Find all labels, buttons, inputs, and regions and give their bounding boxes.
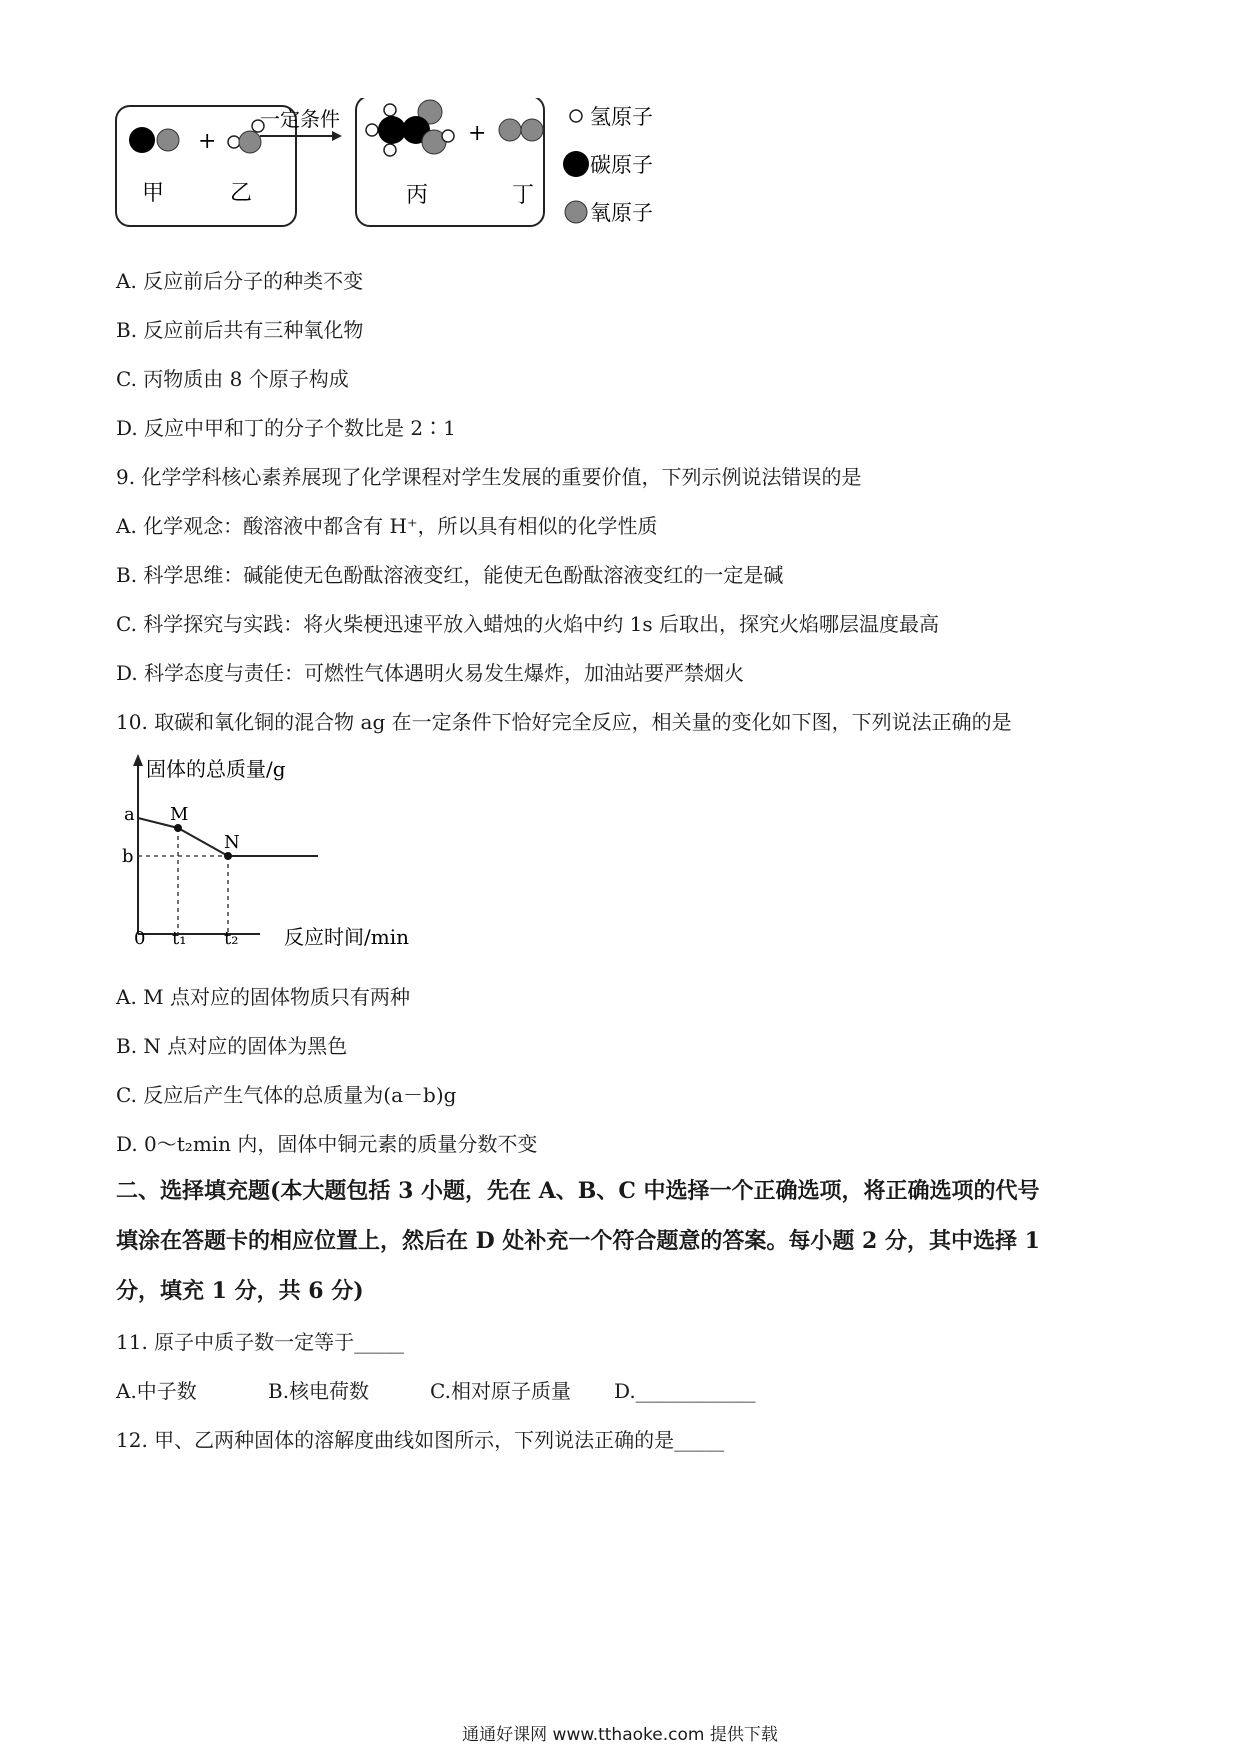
y-tick-b: b [122, 846, 134, 867]
q10-option-b: B. N 点对应的固体为黑色 [116, 1034, 348, 1058]
q8-option-d: D. 反应中甲和丁的分子个数比是 2∶1 [116, 416, 456, 440]
section2-line1: 二、选择填充题(本大题包括 3 小题，先在 A、B、C 中选择一个正确选项，将正确选项的代号 [116, 1178, 1040, 1204]
q11-option-a: A.中子数 [116, 1379, 197, 1403]
plus-sign: + [468, 121, 487, 146]
oxygen-atom [499, 119, 521, 141]
q9-option-d: D. 科学态度与责任：可燃性气体遇明火易发生爆炸，加油站要严禁烟火 [116, 661, 745, 685]
x-axis-label: 反应时间/min [284, 925, 409, 949]
q10-option-c: C. 反应后产生气体的总质量为(a－b)g [116, 1083, 457, 1107]
q8-option-a: A. 反应前后分子的种类不变 [116, 269, 364, 293]
q11-option-b: B.核电荷数 [268, 1379, 370, 1403]
point-label-n: N [224, 832, 240, 853]
q8-option-b: B. 反应前后共有三种氧化物 [116, 318, 364, 342]
x-tick-0: 0 [134, 928, 146, 949]
q9-option-b: B. 科学思维：碱能使无色酚酞溶液变红，能使无色酚酞溶液变红的一定是碱 [116, 563, 784, 587]
legend-oxygen-label: 氧原子 [590, 201, 653, 225]
legend-carbon-icon [563, 151, 589, 177]
q9-option-a: A. 化学观念：酸溶液中都含有 H⁺，所以具有相似的化学性质 [116, 514, 658, 538]
x-tick-t1: t₁ [172, 928, 187, 949]
plus-sign: + [198, 129, 217, 154]
label-jia: 甲 [142, 181, 165, 206]
y-tick-a: a [124, 804, 135, 825]
q11-stem: 11. 原子中质子数一定等于_____ [116, 1330, 405, 1354]
q11-option-c: C.相对原子质量 [430, 1379, 571, 1403]
label-bing: 丙 [406, 183, 429, 208]
point-m [174, 824, 182, 832]
y-axis-arrow [133, 754, 143, 766]
legend-hydrogen-label: 氢原子 [590, 105, 653, 129]
hydrogen-atom [228, 136, 240, 148]
label-yi: 乙 [230, 181, 253, 206]
footer-source: 通通好课网 www.tthaoke.com 提供下载 [462, 1725, 778, 1745]
reaction-diagram [110, 98, 770, 238]
y-axis-label: 固体的总质量/g [146, 757, 286, 781]
q10-option-d: D. 0～t₂min 内，固体中铜元素的质量分数不变 [116, 1132, 538, 1156]
legend-carbon-label: 碳原子 [590, 153, 653, 177]
oxygen-atom [239, 131, 261, 153]
q11-options [116, 1378, 756, 1404]
hydrogen-atom [384, 144, 396, 156]
carbon-atom [378, 116, 406, 144]
point-label-m: M [170, 804, 189, 825]
label-ding: 丁 [512, 183, 535, 208]
oxygen-atom [157, 129, 179, 151]
carbon-atom [129, 127, 155, 153]
q10-option-a: A. M 点对应的固体物质只有两种 [116, 985, 410, 1009]
mass-time-chart [110, 752, 440, 962]
q12-stem: 12. 甲、乙两种固体的溶解度曲线如图所示，下列说法正确的是_____ [116, 1428, 725, 1452]
q11-option-d: D.____________ [614, 1379, 756, 1403]
legend-oxygen-icon [565, 201, 587, 223]
hydrogen-atom [442, 130, 454, 142]
q10-stem: 10. 取碳和氧化铜的混合物 ag 在一定条件下恰好完全反应，相关量的变化如下图，下列说法正确的是 [116, 710, 1012, 734]
arrow-head [332, 131, 342, 141]
hydrogen-atom [384, 104, 396, 116]
oxygen-atom [521, 119, 543, 141]
hydrogen-atom [366, 124, 378, 136]
section2-line2: 填涂在答题卡的相应位置上，然后在 D 处补充一个符合题意的答案。每小题 2 分，其中选择 1 [116, 1228, 1040, 1254]
legend-hydrogen-icon [570, 110, 582, 122]
x-tick-t2: t₂ [224, 928, 239, 949]
point-n [224, 852, 232, 860]
q8-option-c: C. 丙物质由 8 个原子构成 [116, 367, 349, 391]
section2-line3: 分，填充 1 分，共 6 分) [116, 1278, 364, 1304]
reaction-condition: 一定条件 [260, 107, 340, 131]
q9-option-c: C. 科学探究与实践：将火柴梗迅速平放入蜡烛的火焰中约 1s 后取出，探究火焰哪层温度最高 [116, 612, 940, 636]
q9-stem: 9. 化学学科核心素养展现了化学课程对学生发展的重要价值，下列示例说法错误的是 [116, 465, 862, 489]
